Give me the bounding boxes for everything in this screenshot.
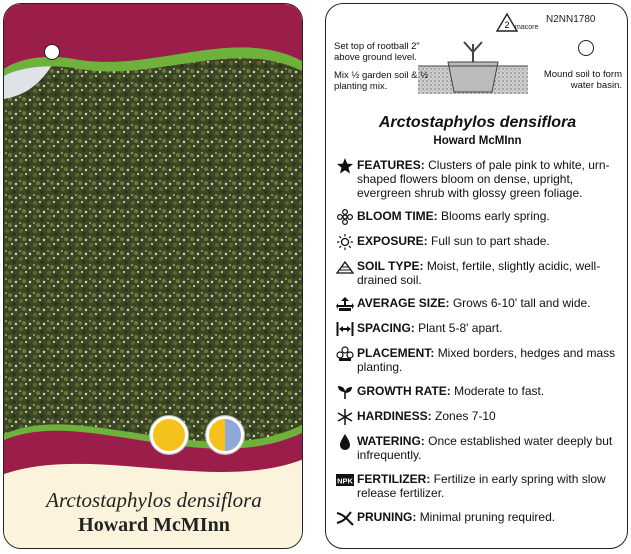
- attribute-placement: PLACEMENT: Mixed borders, hedges and mass planting.: [336, 346, 618, 374]
- full-sun-icon: [150, 416, 188, 454]
- hang-hole: [44, 44, 60, 60]
- water-drop-icon: [336, 434, 354, 450]
- npk-icon: [336, 472, 354, 488]
- plant-tag-front: [3, 3, 303, 549]
- brand-label: macore: [515, 24, 539, 31]
- attribute-soil-type: SOIL TYPE: Moist, fertile, slightly acidic, well-drained soil.: [336, 259, 618, 287]
- attribute-fertilizer: NPK FERTILIZER: Fertilize in early spring with slow release fertilizer.: [337, 472, 606, 500]
- attribute-pruning: PRUNING: Minimal pruning required.: [336, 510, 618, 526]
- botanical-name: Arctostaphylos densiflora: [378, 114, 577, 131]
- botanical-name: Arctostaphylos densiflora: [46, 488, 262, 512]
- part-shade-icon: [206, 416, 244, 454]
- soil-icon: [336, 259, 354, 275]
- svg-text:NPK: NPK: [337, 476, 353, 486]
- attribute-exposure: EXPOSURE: Full sun to part shade.: [336, 234, 618, 250]
- star-icon: [336, 158, 354, 174]
- sprout-icon: [336, 384, 354, 400]
- attribute-bloom-time: BLOOM TIME: Blooms early spring.: [336, 209, 618, 225]
- rootball-instruction: Set top of rootball 2" above ground level.: [334, 41, 420, 63]
- product-code: N2NN1780: [546, 14, 596, 25]
- attribute-average-size: AVERAGE SIZE: Grows 6-10' tall and wide.: [336, 296, 618, 312]
- hang-hole: [578, 40, 594, 56]
- spacing-icon: [336, 321, 354, 337]
- attribute-features: FEATURES: Clusters of pale pink to white, urn-shaped flowers bloom on dense, upright, evergreen shrub with glossy green foliage.: [336, 158, 618, 200]
- pruners-icon: [336, 510, 354, 526]
- flower-icon: [336, 209, 354, 225]
- placement-icon: [336, 346, 354, 362]
- attribute-spacing: SPACING: Plant 5-8' apart.: [336, 321, 618, 337]
- svg-text:2: 2: [504, 20, 510, 30]
- mound-instruction: Mound soil to form water basin.: [543, 69, 622, 91]
- sun-icon: [336, 234, 354, 250]
- attribute-growth-rate: GROWTH RATE: Moderate to fast.: [336, 384, 618, 400]
- size-icon: [336, 296, 354, 312]
- cultivar-name: Howard McMInn: [78, 514, 230, 536]
- snowflake-icon: [336, 409, 354, 425]
- plant-tag-back: [325, 3, 628, 549]
- attribute-hardiness: HARDINESS: Zones 7-10: [336, 409, 618, 425]
- soil-mix-instruction: Mix ½ garden soil & ½ planting mix.: [334, 70, 428, 92]
- cultivar-name: Howard McMInn: [433, 135, 522, 147]
- plant-photo: [4, 4, 303, 549]
- attribute-watering: WATERING: Once established water deeply but infrequently.: [336, 434, 618, 462]
